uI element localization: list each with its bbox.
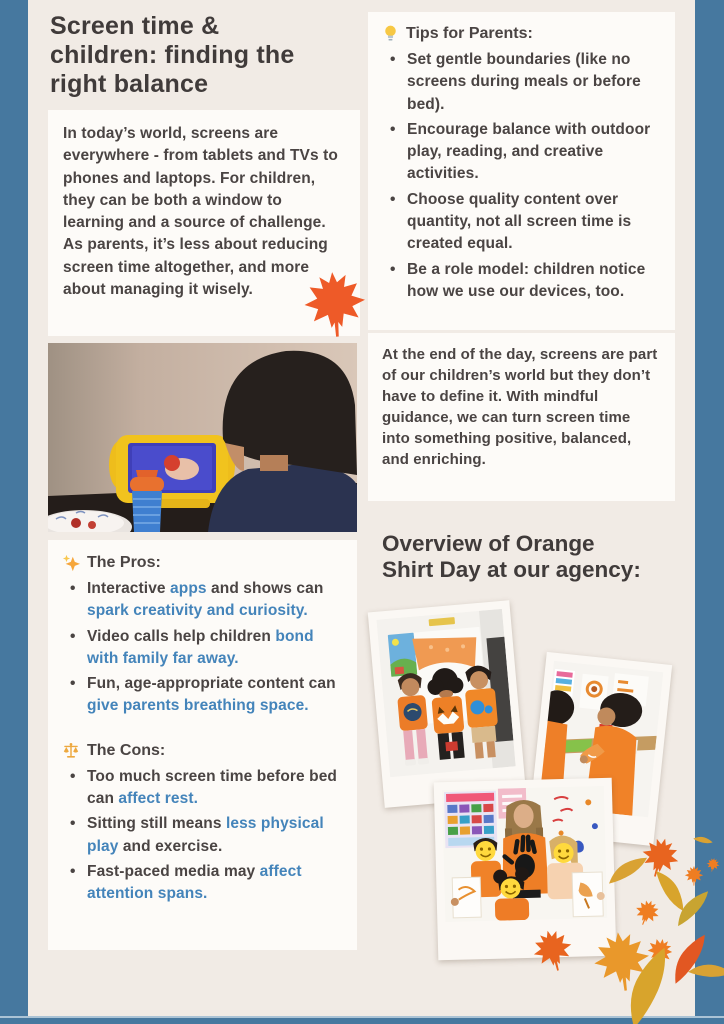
autumn-leaf-icon bbox=[630, 896, 663, 929]
tips-heading-row bbox=[382, 24, 663, 43]
photo bbox=[376, 609, 515, 777]
cons-heading: The Cons: bbox=[87, 741, 166, 759]
list-item: • Fun, age-appropriate content can give parents breathing space. bbox=[70, 673, 345, 718]
pros-cons-card bbox=[48, 540, 357, 950]
closing-card bbox=[368, 333, 675, 501]
page-title bbox=[50, 12, 294, 99]
photo-illustration bbox=[48, 343, 357, 532]
intro-text: In today’s world, screens are everywhere - from tablets and TVs to phones and laptops. For children, they can be both a window to learning and a source of challenge. As parents, it’s less about reducing screen time altogether, and more about managing it wisely. bbox=[63, 125, 338, 299]
list-item: • Choose quality content over quantity, not all screen time is created equal. bbox=[390, 189, 663, 256]
tips-heading: Tips for Parents: bbox=[406, 24, 533, 42]
list-item: • Set gentle boundaries (like no screens during meals or before bed). bbox=[390, 49, 663, 116]
bottom-border-bar bbox=[0, 1016, 724, 1024]
autumn-leaf-icon bbox=[684, 866, 704, 886]
list-item: • Video calls help children bond with family far away. bbox=[70, 626, 345, 671]
pros-heading-row bbox=[62, 554, 345, 572]
list-item: • Too much screen time before bed can affect rest. bbox=[70, 766, 345, 811]
polaroid-photo-3 bbox=[434, 778, 617, 961]
autumn-leaf-icon bbox=[705, 857, 721, 873]
list-item: • Interactive apps and shows can spark creativity and curiosity. bbox=[70, 578, 345, 623]
pros-heading: The Pros: bbox=[87, 554, 161, 571]
closing-text: At the end of the day, screens are part of our children’s world but they don’t have to define it. With mindful guidance, we can turn screen time into something positive, balanced, and enriching. bbox=[382, 346, 658, 468]
page-title-line: right balance bbox=[50, 70, 209, 98]
sparkles-icon bbox=[62, 554, 80, 572]
tips-card bbox=[368, 12, 675, 330]
list-item: • Be a role model: children notice how we use our devices, too. bbox=[390, 259, 663, 304]
scales-icon bbox=[62, 742, 80, 760]
page-title-line: Screen time & bbox=[50, 12, 220, 40]
tips-list bbox=[380, 49, 663, 303]
left-border-bar bbox=[0, 0, 28, 1024]
maple-leaf-icon bbox=[299, 269, 371, 341]
list-item: • Fast-paced media may affect attention spans. bbox=[70, 861, 345, 906]
pros-list bbox=[60, 578, 345, 718]
child-tablet-photo bbox=[48, 343, 357, 532]
lightbulb-icon bbox=[382, 24, 399, 43]
list-item: • Sitting still means less physical play and exercise. bbox=[70, 813, 345, 858]
overview-heading: Overview of Orange Shirt Day at our agency: bbox=[382, 531, 641, 582]
page-title-line: children: finding the bbox=[50, 41, 295, 69]
cons-heading-row bbox=[62, 742, 345, 760]
polaroid-photo-1 bbox=[368, 600, 527, 808]
list-item: • Encourage balance with outdoor play, reading, and creative activities. bbox=[390, 119, 663, 186]
photo bbox=[442, 786, 607, 922]
cons-list bbox=[60, 766, 345, 906]
